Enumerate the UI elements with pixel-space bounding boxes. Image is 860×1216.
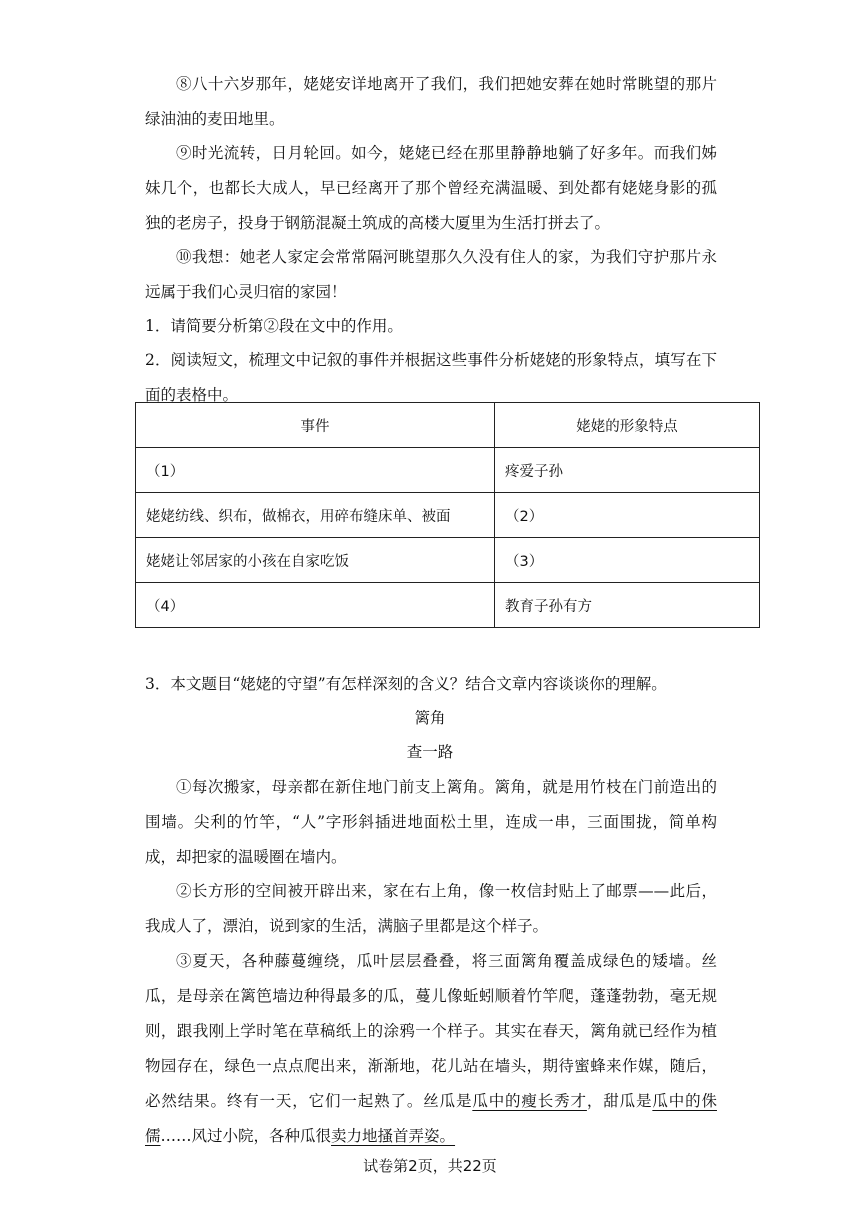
- paragraph-3: [145, 944, 717, 1154]
- table-cell: （2）: [495, 493, 760, 538]
- underlined-phrase: 卖力地搔首弄姿。: [331, 1127, 456, 1145]
- passage-title: 篱角: [414, 709, 446, 727]
- table-header-row: [136, 403, 760, 448]
- question-3: 3．本文题目“姥姥的守望”有怎样深刻的含义？结合文章内容谈谈你的理解。: [145, 675, 667, 693]
- question-1: 1．请简要分析第②段在文中的作用。: [145, 317, 403, 335]
- table-cell: 姥姥让邻居家的小孩在自家吃饭: [136, 538, 495, 583]
- underlined-phrase: 瓜中的侏儒: [145, 1092, 717, 1145]
- event-table: [135, 402, 760, 628]
- paragraph-3-text: ，甜瓜是: [586, 1092, 653, 1110]
- table-cell: 姥姥纺线、织布，做棉衣，用碎布缝床单、被面: [136, 493, 495, 538]
- underlined-phrase: 瓜中的瘦长秀才: [472, 1092, 587, 1110]
- table-header-cell: 姥姥的形象特点: [495, 403, 760, 448]
- paragraph-2: ②长方形的空间被开辟出来，家在右上角，像一枚信封贴上了邮票——此后，我成人了，漂泊，说到家的生活，满脑子里都是这个样子。: [145, 882, 717, 935]
- table-row: [136, 538, 760, 583]
- paragraph-3-text: ③夏天，各种藤蔓缠绕，瓜叶层层叠叠，将三面篱角覆盖成绿色的矮墙。丝瓜，是母亲在篱笆墙边种得最多的瓜，蔓儿像蚯蚓顺着竹竿爬，蓬蓬勃勃，毫无规则，跟我刚上学时笔在草稿纸上的涂鸦一个样子。其实在春天，篱角就已经作为植物园存在，绿色一点点爬出来，渐渐地，花儿站在墙头，期待蜜蜂来作媒，随后，必然结果。终有一天，它们一起熟了。丝瓜是: [145, 952, 717, 1110]
- table-cell: 疼爱子孙: [495, 448, 760, 493]
- table-cell: 教育子孙有方: [495, 583, 760, 628]
- table-row: [136, 583, 760, 628]
- page-footer: 试卷第2页，共22页: [363, 1157, 497, 1175]
- paragraph-1: ①每次搬家，母亲都在新住地门前支上篱角。篱角，就是用竹枝在门前造出的围墙。尖利的竹竿，“人”字形斜插进地面松土里，连成一串，三面围拢，简单构成，却把家的温暖圈在墙内。: [145, 778, 717, 866]
- question-2: 2．阅读短文，梳理文中记叙的事件并根据这些事件分析姥姥的形象特点，填写在下面的表格中。: [145, 351, 717, 404]
- table-header-cell: 事件: [136, 403, 495, 448]
- paragraph-9: ⑨时光流转，日月轮回。如今，姥姥已经在那里静静地躺了好多年。而我们姊妹几个，也都长大成人，早已经离开了那个曾经充满温暖、到处都有姥姥身影的孤独的老房子，投身于钢筋混凝土筑成的高楼大厦里为生活打拼去了。: [145, 144, 717, 232]
- paragraph-8: ⑧八十六岁那年，姥姥安详地离开了我们，我们把她安葬在她时常眺望的那片绿油油的麦田地里。: [145, 75, 717, 128]
- table-row: [136, 493, 760, 538]
- paragraph-10: ⑩我想：她老人家定会常常隔河眺望那久久没有住人的家，为我们守护那片永远属于我们心灵归宿的家园！: [145, 248, 717, 301]
- table-row: [136, 448, 760, 493]
- table-cell: （3）: [495, 538, 760, 583]
- table-cell: （1）: [136, 448, 495, 493]
- table-cell: （4）: [136, 583, 495, 628]
- paragraph-3-text: ……风过小院，各种瓜很: [160, 1127, 332, 1145]
- passage-author: 查一路: [406, 743, 454, 761]
